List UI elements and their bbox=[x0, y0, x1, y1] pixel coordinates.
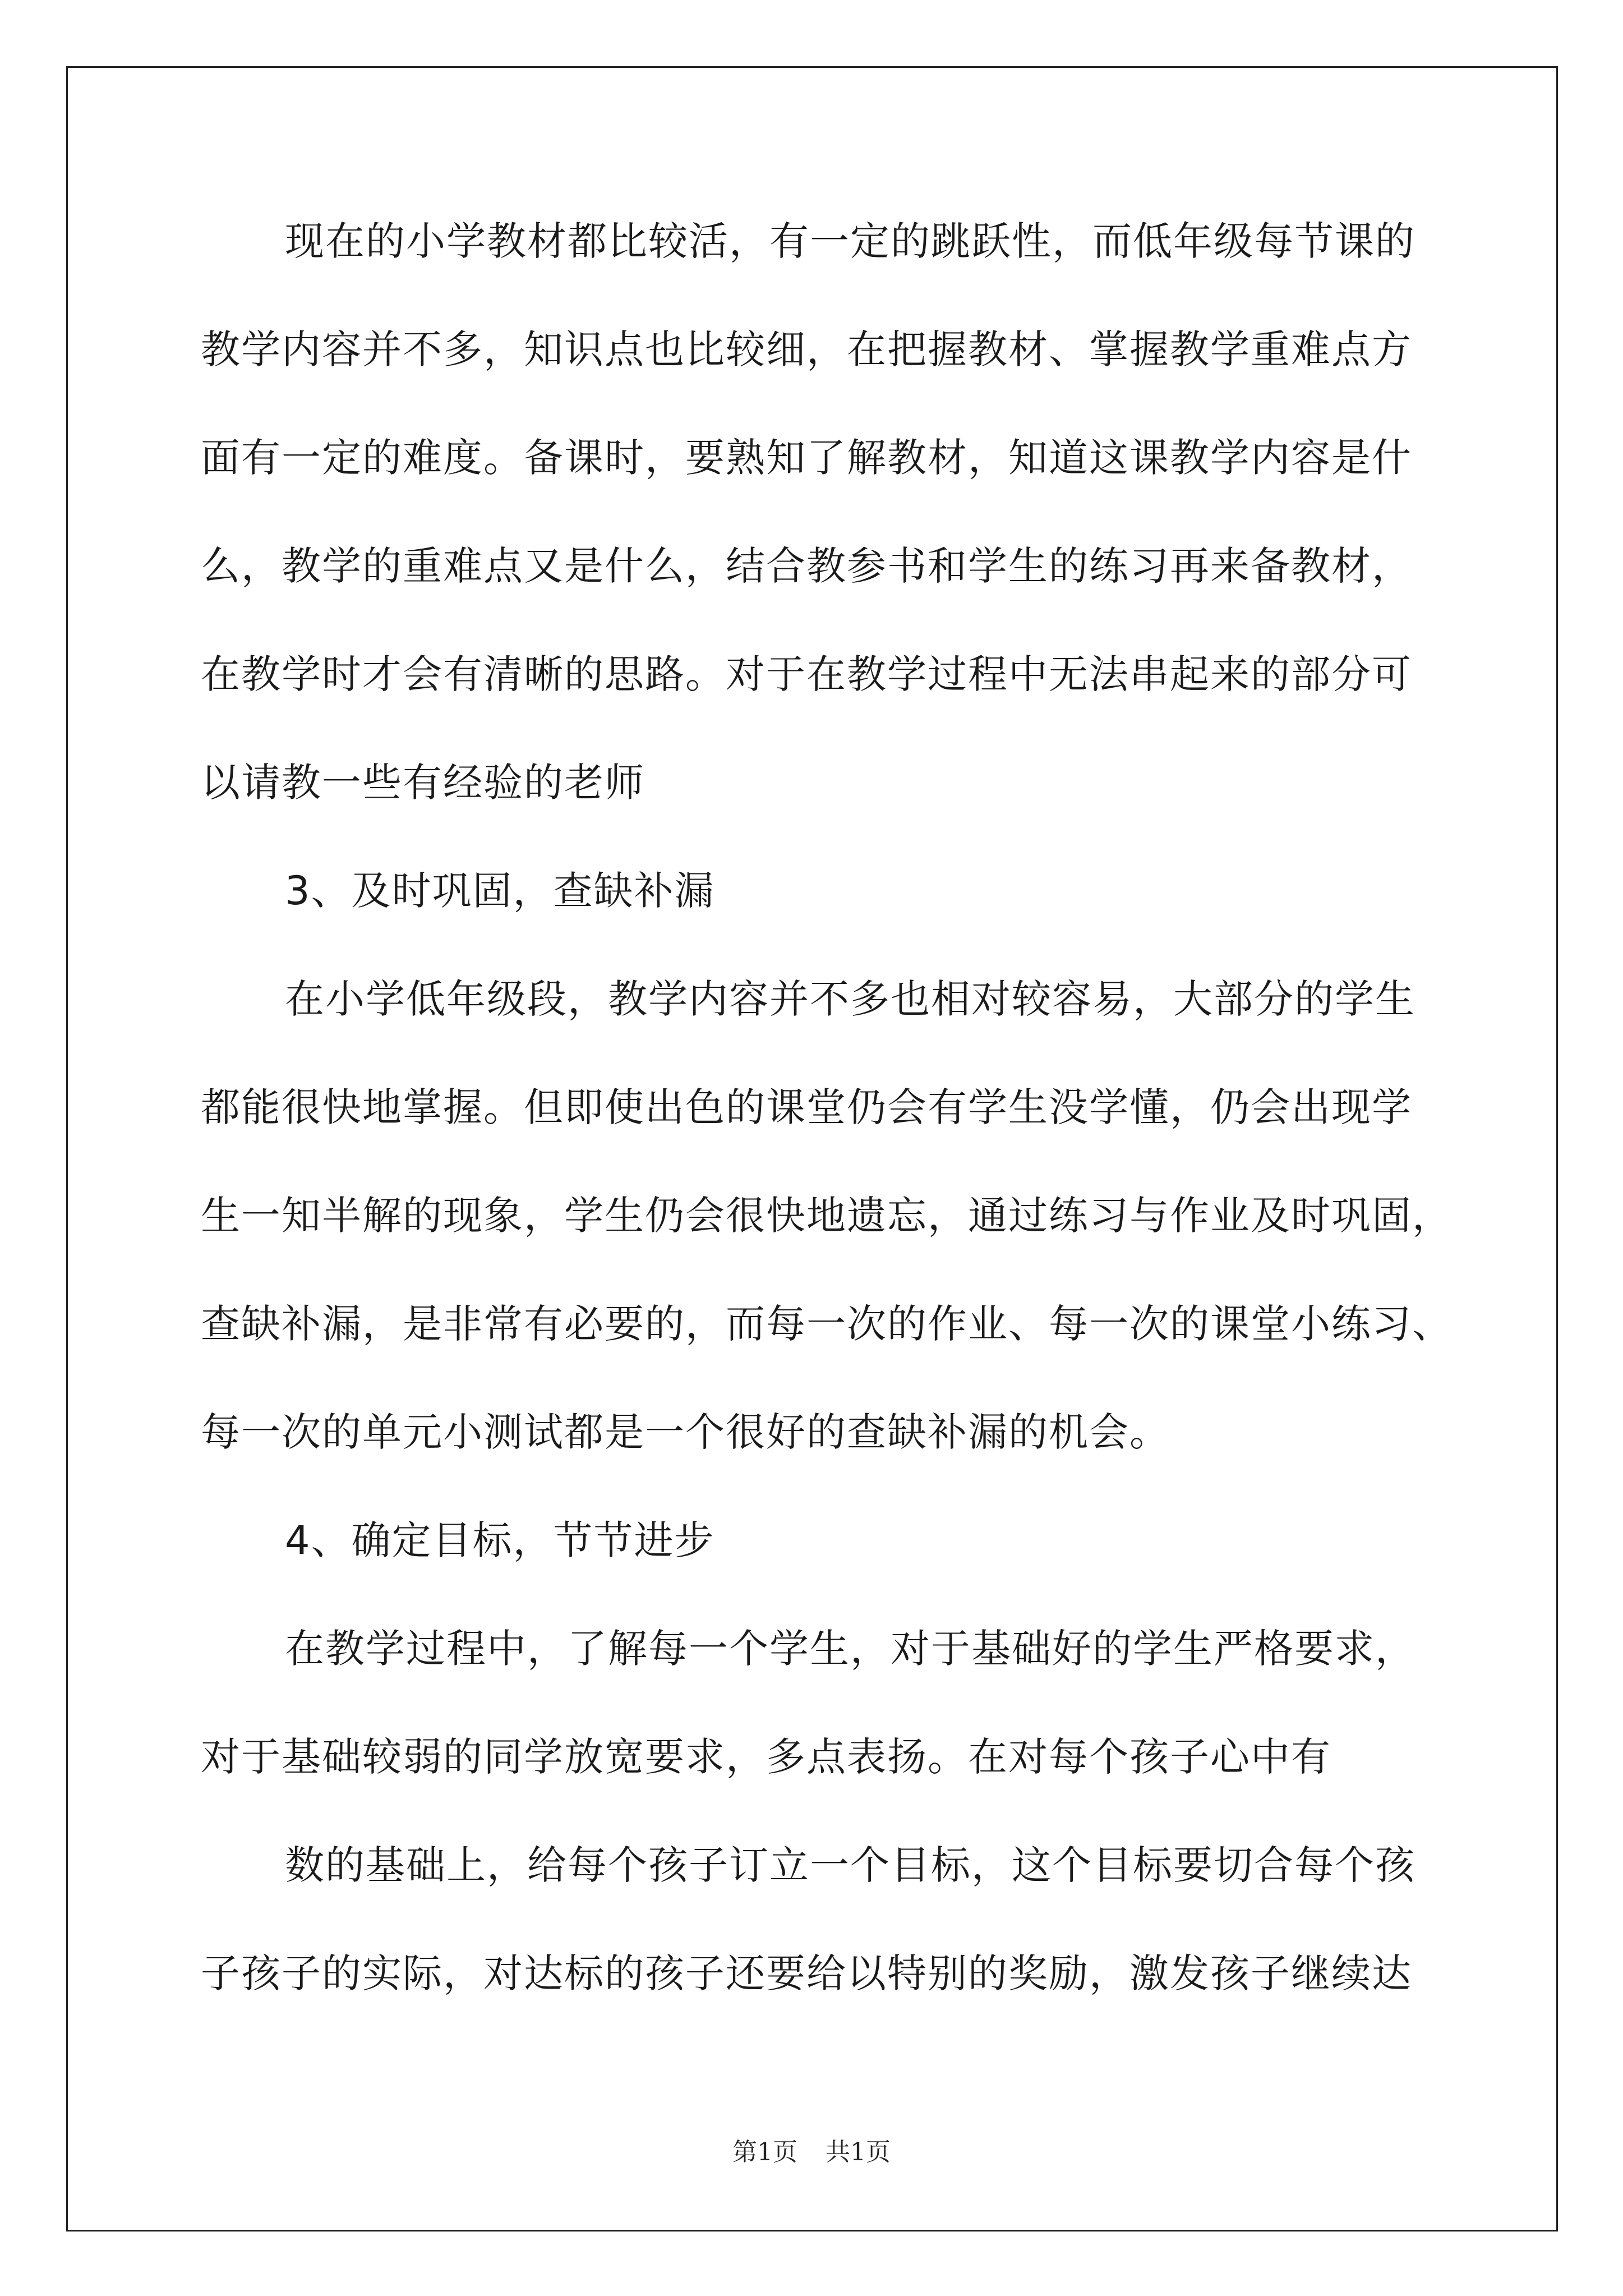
text-line: 现在的小学教材都比较活，有一定的跳跃性，而低年级每节课的 bbox=[285, 218, 1415, 264]
page-footer bbox=[0, 2132, 1623, 2168]
page-total: 共1页 bbox=[826, 2138, 891, 2166]
text-line: 以请教一些有经验的老师 bbox=[201, 760, 645, 806]
text-line: 查缺补漏，是非常有必要的，而每一次的作业、每一次的课堂小练习、 bbox=[201, 1301, 1453, 1347]
text-line: 子孩子的实际，对达标的孩子还要给以特别的奖励，激发孩子继续达 bbox=[201, 1950, 1412, 1996]
document-body bbox=[201, 213, 1453, 2054]
text-line: 面有一定的难度。备课时，要熟知了解教材，知道这课教学内容是什 bbox=[201, 435, 1412, 481]
text-line: 在小学低年级段，教学内容并不多也相对较容易，大部分的学生 bbox=[285, 976, 1415, 1022]
text-line: 数的基础上，给每个孩子订立一个目标，这个目标要切合每个孩 bbox=[285, 1842, 1415, 1888]
section-heading: 3、及时巩固，查缺补漏 bbox=[285, 868, 715, 914]
text-line: 教学内容并不多，知识点也比较细，在把握教材、掌握教学重难点方 bbox=[201, 326, 1412, 372]
page-number: 第1页 bbox=[732, 2138, 797, 2166]
text-line: 在教学时才会有清晰的思路。对于在教学过程中无法串起来的部分可 bbox=[201, 651, 1412, 697]
text-line: 在教学过程中，了解每一个学生，对于基础好的学生严格要求， bbox=[285, 1626, 1415, 1672]
text-line: 都能很快地掌握。但即使出色的课堂仍会有学生没学懂，仍会出现学 bbox=[201, 1084, 1412, 1130]
text-line: 么，教学的重难点又是什么，结合教参书和学生的练习再来备教材， bbox=[201, 543, 1412, 589]
section-heading: 4、确定目标，节节进步 bbox=[285, 1517, 715, 1563]
text-line: 生一知半解的现象，学生仍会很快地遗忘，通过练习与作业及时巩固， bbox=[201, 1193, 1453, 1239]
text-line: 对于基础较弱的同学放宽要求，多点表扬。在对每个孩子心中有 bbox=[201, 1734, 1331, 1780]
text-line: 每一次的单元小测试都是一个很好的查缺补漏的机会。 bbox=[201, 1409, 1170, 1455]
